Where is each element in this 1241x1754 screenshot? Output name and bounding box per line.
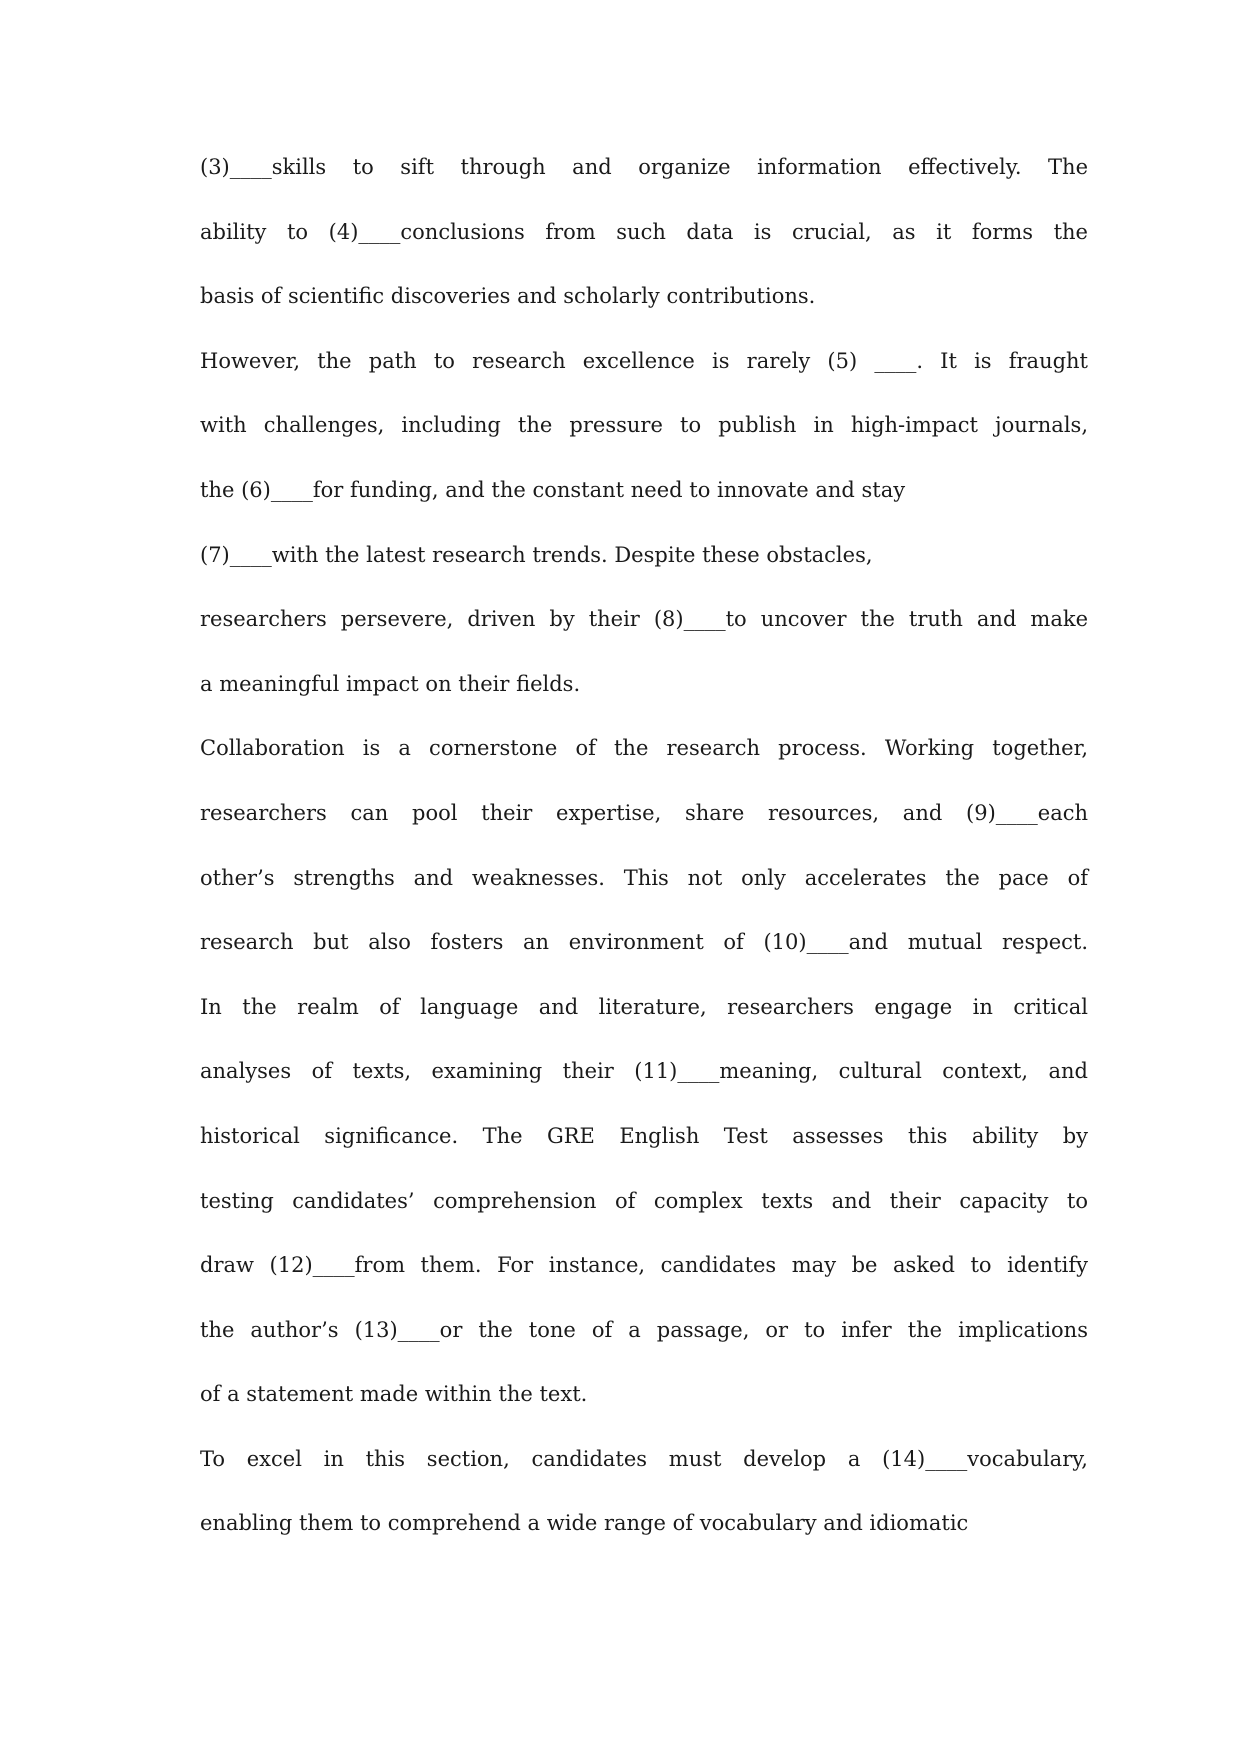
text-line-4: However, the path to research excellence is rarely (5) ____. It is fraught [200, 348, 1088, 373]
text-line-14: In the realm of language and literature, researchers engage in critical [200, 994, 1088, 1019]
text-line-8: researchers persevere, driven by their (8)____to uncover the truth and make [200, 607, 1088, 632]
text-line-13: research but also fosters an environment of (10)____and mutual respect. [200, 930, 1088, 955]
text-line-2: ability to (4)____conclusions from such data is crucial, as it forms the [200, 219, 1088, 244]
text-line-9: a meaningful impact on their fields. [200, 671, 581, 696]
text-line-10: Collaboration is a cornerstone of the research process. Working together, [200, 736, 1088, 761]
text-line-6: the (6)____for funding, and the constant need to innovate and stay [200, 477, 906, 502]
text-line-5: with challenges, including the pressure to publish in high-impact journals, [200, 413, 1088, 438]
text-line-19: the author’s (13)____or the tone of a passage, or to infer the implications [200, 1317, 1088, 1342]
text-line-12: other’s strengths and weaknesses. This not only accelerates the pace of [200, 865, 1088, 890]
text-line-18: draw (12)____from them. For instance, candidates may be asked to identify [200, 1253, 1088, 1278]
passage-text [200, 148, 1088, 1569]
text-line-21: To excel in this section, candidates must develop a (14)____vocabulary, [200, 1446, 1088, 1471]
text-line-7: (7)____with the latest research trends. Despite these obstacles, [200, 542, 873, 567]
text-line-1: (3)____skills to sift through and organize information effectively. The [200, 155, 1088, 179]
text-line-15: analyses of texts, examining their (11)____meaning, cultural context, and [200, 1059, 1088, 1084]
text-line-22: enabling them to comprehend a wide range of vocabulary and idiomatic [200, 1511, 969, 1536]
text-line-17: testing candidates’ comprehension of complex texts and their capacity to [200, 1188, 1088, 1213]
text-line-3: basis of scientific discoveries and scholarly contributions. [200, 284, 816, 309]
text-line-11: researchers can pool their expertise, share resources, and (9)____each [200, 800, 1088, 825]
text-line-20: of a statement made within the text. [200, 1382, 588, 1407]
text-line-16: historical significance. The GRE English Test assesses this ability by [200, 1123, 1088, 1148]
